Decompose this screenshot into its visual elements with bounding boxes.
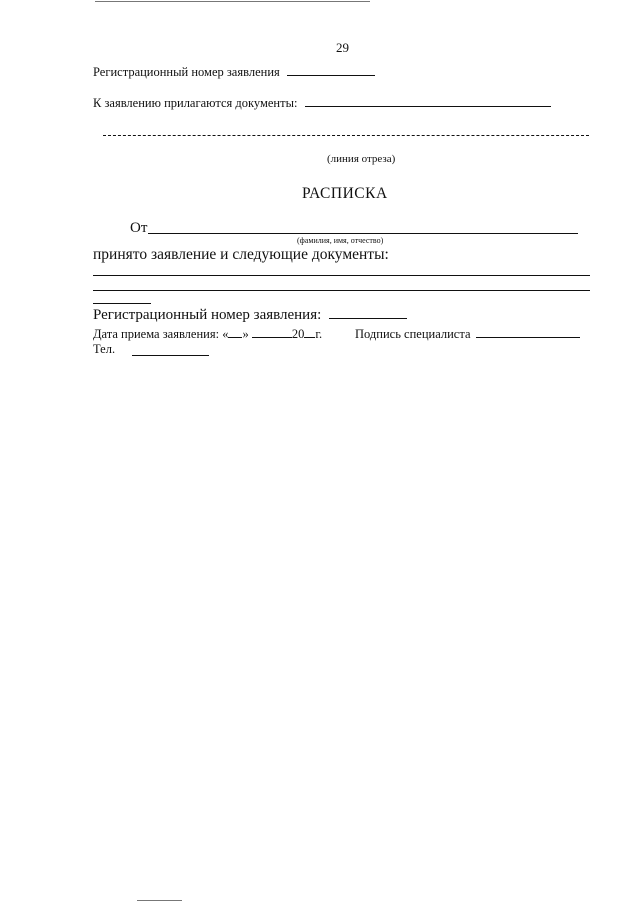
receipt-reg-number-row — [93, 307, 407, 324]
scan-artifact-line — [95, 1, 370, 2]
header-reg-number-row — [93, 65, 375, 80]
receipt-docs-line-2[interactable] — [93, 290, 590, 291]
receipt-docs-line-3[interactable] — [93, 303, 151, 304]
receipt-signature-row — [355, 327, 580, 342]
receipt-from-field[interactable] — [148, 233, 578, 234]
cut-line — [103, 135, 589, 136]
receipt-date-day-field[interactable] — [228, 327, 242, 338]
cut-line-caption: (линия отреза) — [327, 153, 396, 165]
scan-artifact-bottom — [137, 900, 182, 901]
receipt-accepted-text: принято заявление и следующие документы: — [93, 246, 389, 263]
receipt-reg-number-field[interactable] — [329, 307, 407, 319]
receipt-date-year: 20 — [291, 327, 305, 341]
receipt-date-year-suffix: г. — [315, 327, 323, 341]
header-reg-number-field[interactable] — [287, 65, 375, 76]
receipt-reg-number-label: Регистрационный номер заявления: — [93, 307, 322, 323]
receipt-from-label: От — [130, 220, 148, 236]
header-attached-docs-row — [93, 96, 551, 111]
receipt-date-label: Дата приема заявления: « — [93, 327, 229, 341]
receipt-date-row — [93, 327, 322, 342]
receipt-from-caption: (фамилия, имя, отчество) — [297, 236, 384, 245]
receipt-signature-field[interactable] — [476, 327, 580, 338]
header-attached-docs-field[interactable] — [305, 96, 551, 107]
receipt-phone-label: Тел. — [93, 342, 116, 356]
receipt-date-year-field[interactable] — [304, 327, 315, 338]
receipt-docs-line-1[interactable] — [93, 275, 590, 276]
receipt-date-month-field[interactable] — [252, 327, 292, 338]
page-number: 29 — [336, 40, 349, 55]
receipt-title: РАСПИСКА — [302, 185, 388, 202]
receipt-date-mid: » — [242, 327, 249, 341]
receipt-phone-field[interactable] — [132, 355, 209, 356]
header-attached-docs-label: К заявлению прилагаются документы: — [93, 96, 298, 110]
header-reg-number-label: Регистрационный номер заявления — [93, 65, 280, 79]
receipt-signature-label: Подпись специалиста — [355, 327, 471, 341]
